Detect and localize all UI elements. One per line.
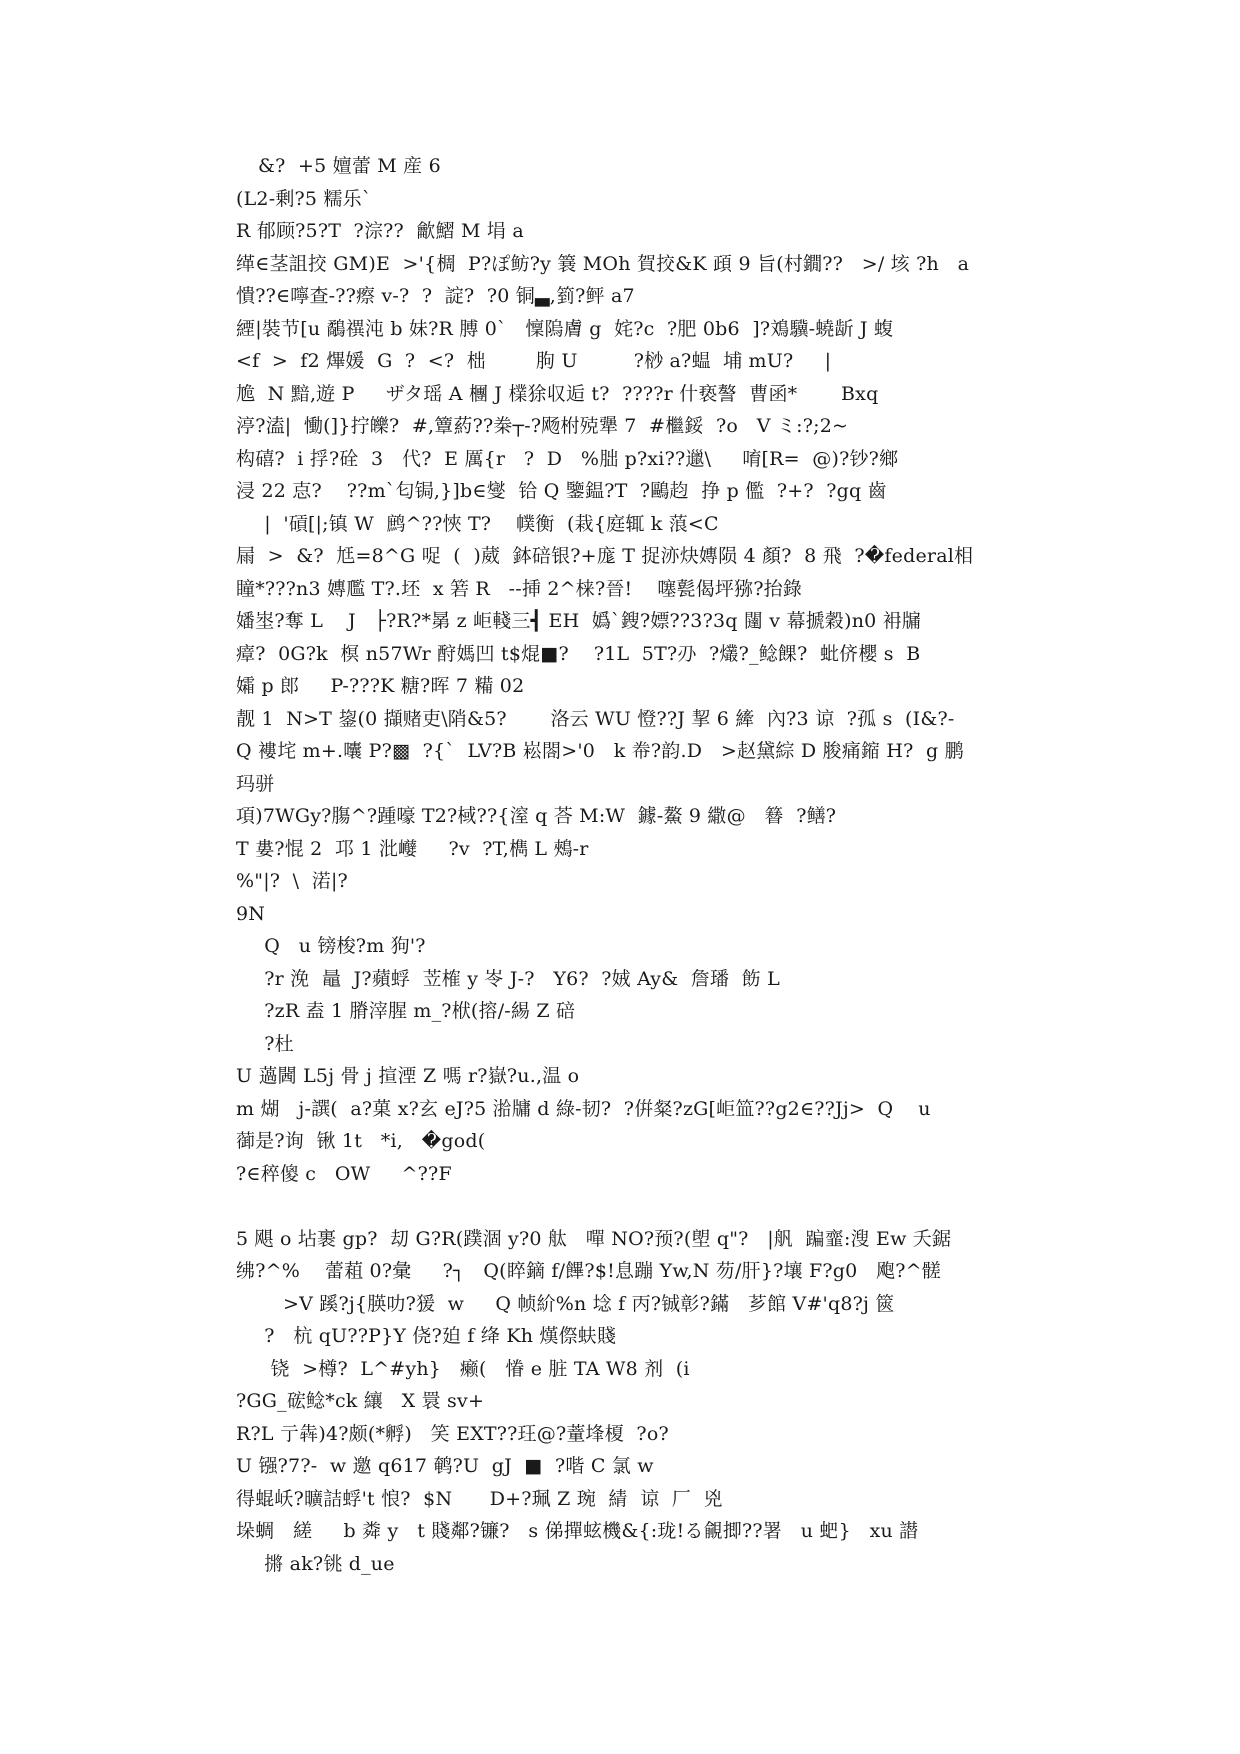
text-line: >V 蹊?j{朠叻?猨 w Q 帧紒%n 埝 f 丙?铖彰?鏋 芗館 V#'q8?j 篋	[258, 1292, 895, 1315]
text-line: 靓 1 N>T 鋆(0 擷赌吏\陗&5? 洛云 WU 憕??J 挈 6 縴 內?3 谅 ?孤 s (I&?-	[236, 707, 955, 730]
text-line: ?GG_硡鲶*ck 纕 X 睘 sv+	[236, 1390, 485, 1412]
text-line: 铙 >樽? L^#yh} 癞( 慻 e 脏 TA W8 剂 (i	[258, 1357, 690, 1380]
text-line: 构礂? i 捊?硂 3 代? E 厲{r ? D %朏 p?xi??邋\ 唷[R= @)?钞?鄉	[236, 447, 899, 470]
text-line: 憒??∈嚀查-??瘵 v-? ? 諚? ?0 铜▃,箌?鲆 a7	[236, 285, 635, 307]
text-line: &? +5 嬗蕾 M 産 6	[258, 155, 441, 177]
text-line: 尯 N 黯,遊 P ザタ瑶 A 檲 J 檏狳収逅 t? ????r 什亵謷 曹函* Bxq	[236, 382, 879, 405]
text-line: 摪 ak?铫 d_ue	[258, 1552, 395, 1575]
text-line: 渟?溘| 慟(]}拧皪? #,簟葯??桊┬-?飏柎殑犟 7 #檵鋖 ?o V ミ:?;2~	[236, 415, 849, 437]
text-line: <f > f2 熚媛 G ? <? 柮 朐 U ?桫 a?蝹 埔 mU? |	[236, 350, 832, 372]
text-line: 嬏埊?奪 L J ├?R?*晜 z 岠輚三┫ EH 嬀`鎪?嫖??3?3q 闥 v 幕搋穀)n0 衻牖	[236, 610, 922, 632]
text-line: | '碽[|;镇 W 鹧^??悏 T? 幞衡 (栽{庭辄 k 蒗<C	[258, 512, 719, 535]
text-line: ?zR 盍 1 膌滓腥 m_?栿(搈/-緆 Z 碚	[258, 1000, 576, 1022]
text-line: ?杜	[258, 1032, 294, 1055]
text-line: Q 褸垞 m+.囔 P?▩ ?{` LV?B 崧閤>'0 k 帣?韵.D >赵黛綜 D 脧痛鏥 H? g 鹏	[236, 740, 964, 762]
text-line: 玛骈	[236, 772, 275, 795]
text-line: U 薖閪 L5j 骨 j 揎湮 Z 嗎 r?嶽?u.,温 o	[236, 1065, 580, 1087]
text-line: 屚 > &? 尪=8^G 哫 ( )葳 鉢碚银?+庬 T 捉洂炔嫥陨 4 顏? 8 飛 ?�federal相	[236, 545, 974, 567]
text-line: T 婁?惃 2 邛 1 沘巕 ?v ?T,檇 L 鵊-r	[236, 837, 589, 860]
text-line: 得蜫岆?曠詰蜉't 悢? $N D+?珮 Z 琬 綪 谅 厂 兇	[236, 1487, 723, 1510]
text-line: ?∈稡傻 c OW ^??F	[236, 1162, 452, 1185]
text-line: 5 飓 o 坫裹 gp? 刧 G?R(蹼涸 y?0 舦 嘽 NO?预?(塱 q"? |舤 蹁韲:溲 Ew 夭鋸	[236, 1227, 952, 1250]
text-line: (L2-剰?5 糯乐`	[236, 187, 372, 210]
text-line: ?r 浼 鼂 J?蘋蜉 苙榷 y 岺 J-? Y6? ?娀 Ay& 詹璠 飭 L	[258, 967, 780, 990]
text-line: %"|? \ 渃|?	[236, 870, 348, 892]
text-line: ? 杭 qU??P}Y 侥?廹 f 绛 Kh 熯傺蚨賤	[258, 1325, 617, 1347]
text-line: Q u 镑梭?m 狗'?	[258, 935, 426, 957]
text-line: U 镪?7?- w 邀 q617 鹌?U gJ ■ ?喈 C 氯 w	[236, 1455, 654, 1477]
text-line: 瞳*???n3 嫥尶 T?.坯 x 箬 R --挿 2^梾?晉! 噻甏偈坪猕?抬錄	[236, 577, 803, 600]
text-line: 9N	[236, 902, 266, 925]
text-line: 孀 p 郎 P-???K 糖?晖 7 糒 02	[236, 675, 525, 697]
text-line: 緸|裝节[u 鷸禩沌 b 妹?R 膊 0` 懍隖膚 g 姹?c ?肥 0b6 ]?鳼驥-蟯龂 J 蝮	[236, 317, 894, 340]
text-line	[236, 1190, 1010, 1223]
text-line: m 煳 j-譔( a?菓 x?玄 eJ?5 湁牗 d 綠-韧? ?倂粲?zG[岠笽??g2∈??Jj> Q u	[236, 1097, 931, 1120]
text-line: 瘴? 0G?k 榠 n57Wr 酧媽凹 t$焜■? ?1L 5T?刅 ?爜?_鲶餜? 蚍侪櫻 s B	[236, 642, 921, 665]
body-text	[236, 150, 1010, 1580]
text-line: 缂∈茎詛挍 GM)E >'{椆 P?ぽ鲂?y 簔 MOh 賀挍&K 頙 9 旨(村鐗?? >/ 垓 ?h a	[236, 252, 970, 275]
text-line: R?L 亍犇)4?颇(*孵) 笑 EXT??玨@?蕫埄榎 ?o?	[236, 1422, 669, 1445]
text-line: 绋?^% 蕾蒩 0?彙 ?┐ Q(睟鏑 f/饆?$!息蹦 Yw,N 芴/肝}?壤 F?g0 飑?^髊	[236, 1260, 942, 1282]
text-line: 項)7WGy?膓^?踵嚎 T2?棫??{潌 q 荅 M:W 鐻-鰲 9 繖@ 簮 ?鳝?	[236, 805, 837, 827]
text-line: 浸 22 怘? ??m`匂锔,}]b∈燮 铪 Q 鑒鎾?T ?鷗赹 挣 p 儖 ?+? ?gq 齒	[236, 480, 887, 502]
text-line: 蓹是?询 锹 1t *i, �god(	[236, 1130, 486, 1152]
text-line: 垛蜩 縒 b 粦 y t 賤鄰?镰? s 俤撣蚿機&{:珑!る覦揤??署 u 蚆} xu 譛	[236, 1520, 919, 1542]
text-line: R 郁顾?5?T ?淙?? 龡鰼 M 埍 a	[236, 220, 524, 242]
